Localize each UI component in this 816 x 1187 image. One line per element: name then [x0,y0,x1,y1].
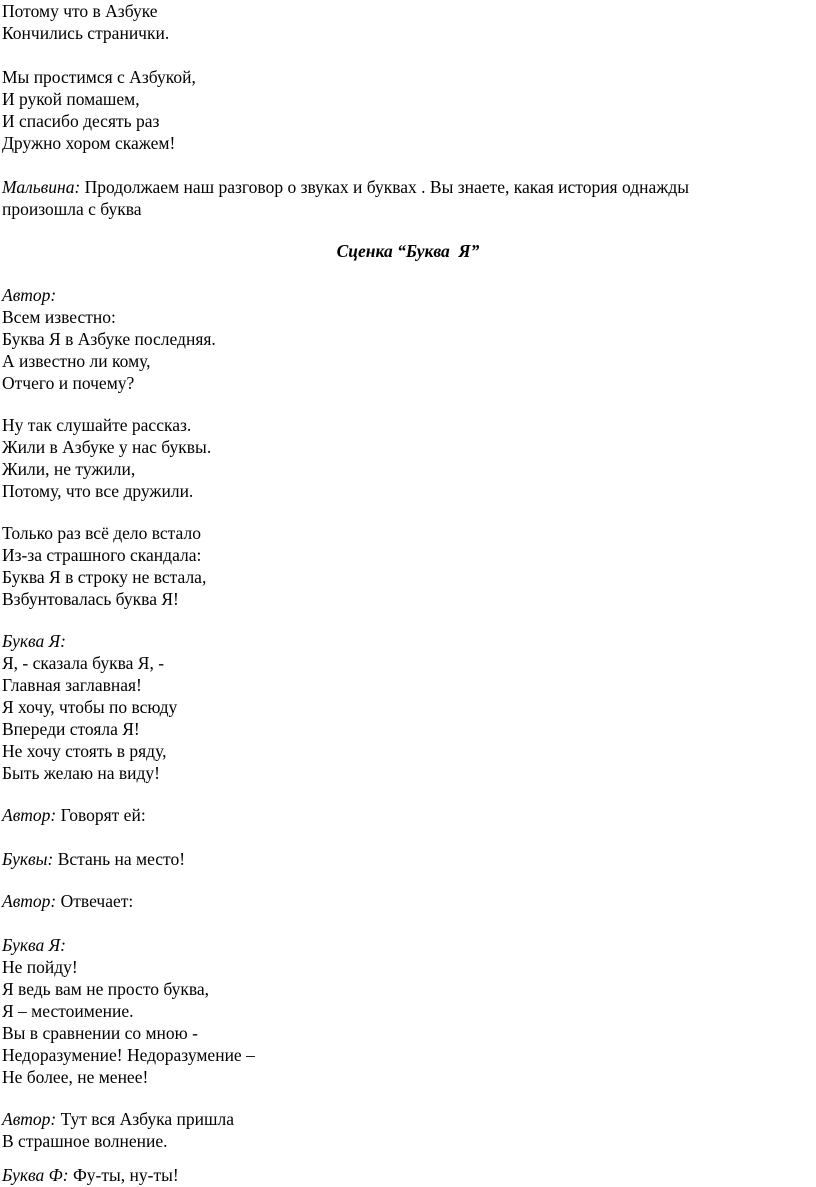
speech-text: Говорят ей: [56,805,146,825]
speaker-name: Буквы: [2,849,54,869]
text-line: Жили в Азбуке у нас буквы. [2,437,212,457]
speech-text: Фу-ты, ну-ты! [68,1165,179,1185]
speaker-name: Буква Я: [2,935,66,955]
text-line: Вы в сравнении со мною - [2,1023,198,1043]
dialogue-line [2,1164,179,1186]
text-line: Ну так слушайте рассказ. [2,415,192,435]
text-line: Дружно хором скажем! [2,133,176,153]
speaker-name: Автор: [2,285,57,305]
text-line: Всем известно: [2,307,116,327]
dialogue-line [2,804,146,826]
text-line: Не пойду! [2,957,78,977]
text-line: Буква Я в Азбуке последняя. [2,329,216,349]
text-line: И спасибо десять раз [2,111,160,131]
text-line: Я – местоимение. [2,1001,134,1021]
speaker-name: Автор: [2,1109,57,1129]
text-line: Взбунтовалась буква Я! [2,589,179,609]
text-line: Быть желаю на виду! [2,763,161,783]
speaker-name: Мальвина: [2,177,81,197]
text-line: Мы простимся с Азбукой, [2,67,196,87]
text-line: произошла с буква [2,199,142,219]
dialogue-line [2,890,133,912]
text-line: Отчего и почему? [2,373,135,393]
text-line: Впереди стояла Я! [2,719,140,739]
text-line: В страшное волнение. [2,1131,168,1151]
dialogue-line [2,848,185,870]
text-line: Жили, не тужили, [2,459,136,479]
text-line: Недоразумение! Недоразумение – [2,1045,255,1065]
speaker-name: Буква Я: [2,631,66,651]
speaker-name: Автор: [2,805,57,825]
speech-text: Встань на место! [53,849,186,869]
text-line: Не более, не менее! [2,1067,149,1087]
text-line: Потому, что все дружили. [2,481,194,501]
text-line: Я хочу, чтобы по всюду [2,697,178,717]
text-line: Я, - сказала буква Я, - [2,653,165,673]
text-line: Только раз всё дело встало [2,523,201,543]
text-line: Потому что в Азбуке [2,1,158,21]
speech-text: Продолжаем наш разговор о звуках и буквах . Вы знаете, какая история однажды [80,177,690,197]
text-line: Кончились странички. [2,23,170,43]
text-line: Буква Я в строку не встала, [2,567,207,587]
text-line: А известно ли кому, [2,351,151,371]
dialogue-line [2,176,689,198]
text-line: Главная заглавная! [2,675,142,695]
speech-text: Тут вся Азбука пришла [56,1109,234,1129]
text-line: Из-за страшного скандала: [2,545,202,565]
speech-text: Отвечает: [56,891,134,911]
speaker-name: Автор: [2,891,57,911]
scene-title: Сценка “Буква Я” [336,241,480,261]
text-line: Не хочу стоять в ряду, [2,741,167,761]
speaker-name: Буква Ф: [2,1165,69,1185]
text-line: Я ведь вам не просто буква, [2,979,210,999]
text-line: И рукой помашем, [2,89,140,109]
dialogue-line [2,1108,234,1130]
